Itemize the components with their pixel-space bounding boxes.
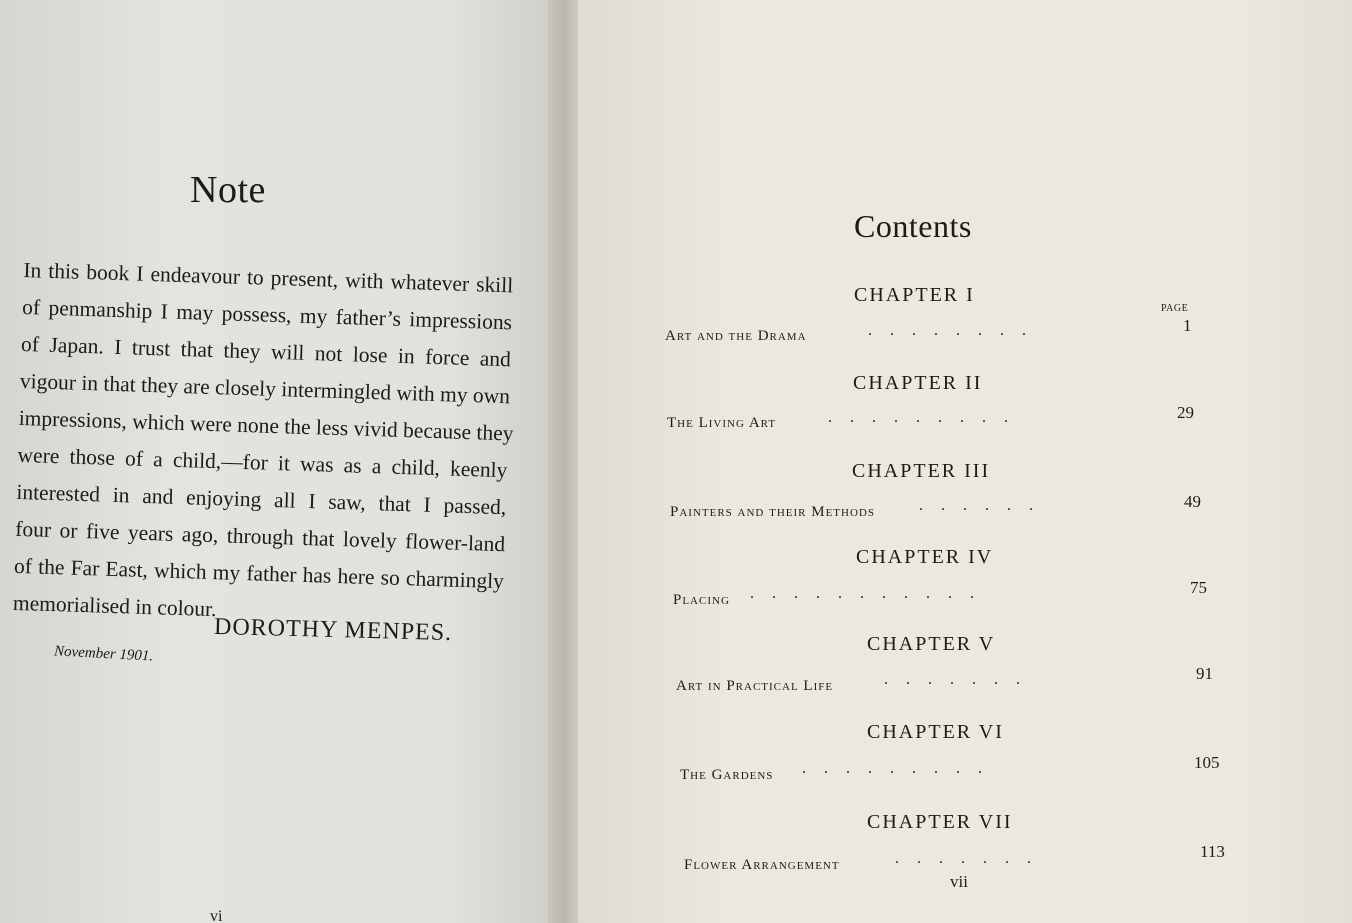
- leader-dots: . . . . . . . . . . .: [750, 585, 974, 602]
- note-body: [12, 252, 513, 637]
- chapter-page: 1: [1183, 316, 1192, 335]
- chapter-title: Flower Arrangement: [684, 857, 840, 873]
- chapter-page: 91: [1196, 664, 1213, 683]
- page-number-right: vii: [950, 872, 968, 891]
- chapter-page: 29: [1177, 403, 1194, 422]
- chapter-heading: CHAPTER V: [867, 633, 996, 655]
- leader-dots: . . . . . . . . .: [802, 760, 982, 777]
- page-column-label: PAGE: [1161, 303, 1189, 314]
- note-line: In this book I endeavour to present, with whatever skill: [23, 257, 514, 298]
- leader-dots: . . . . . . . .: [868, 322, 1026, 339]
- chapter-title: Art and the Drama: [665, 328, 807, 344]
- contents-title: Contents: [854, 208, 972, 244]
- chapter-title: Painters and their Methods: [670, 504, 875, 520]
- note-line: impressions, which were none the less vivid because they: [18, 405, 514, 446]
- chapter-heading: CHAPTER IV: [856, 546, 994, 568]
- note-line: four or five years ago, through that lovely flower-land: [14, 516, 506, 557]
- chapter-heading: CHAPTER III: [852, 460, 991, 482]
- note-line: vigour in that they are closely intermingled with my own: [19, 368, 511, 409]
- chapter-heading: CHAPTER VII: [867, 811, 1013, 833]
- note-line: interested in and enjoying all I saw, that I passed,: [16, 479, 507, 520]
- chapter-page: 49: [1184, 492, 1201, 511]
- leader-dots: . . . . . . . . .: [828, 409, 1008, 426]
- chapter-page: 75: [1190, 578, 1207, 597]
- page-number-left: vi: [210, 908, 223, 923]
- chapter-title: Art in Practical Life: [676, 678, 834, 694]
- chapter-title: The Gardens: [680, 767, 774, 783]
- note-line: memorialised in colour.: [12, 590, 217, 622]
- chapter-heading: CHAPTER II: [853, 372, 983, 394]
- chapter-heading: CHAPTER I: [854, 284, 975, 306]
- leader-dots: . . . . . .: [919, 497, 1033, 514]
- leader-dots: . . . . . . .: [895, 850, 1031, 867]
- chapter-page: 105: [1194, 753, 1220, 772]
- chapter-heading: CHAPTER VI: [867, 721, 1004, 743]
- note-title: Note: [190, 169, 266, 211]
- signature: DOROTHY MENPES.: [213, 613, 453, 647]
- left-page: [0, 0, 560, 923]
- chapter-title: The Living Art: [667, 415, 777, 431]
- note-line: were those of a child,—for it was as a child, keenly: [17, 442, 508, 483]
- leader-dots: . . . . . . .: [884, 671, 1020, 688]
- chapter-title: Placing: [673, 592, 730, 608]
- chapter-page: 113: [1200, 842, 1225, 861]
- note-line: of penmanship I may possess, my father’s impressions: [21, 294, 513, 335]
- note-date: November 1901.: [53, 643, 154, 665]
- note-line: of the Far East, which my father has here so charmingly: [13, 553, 505, 594]
- note-line: of Japan. I trust that they will not lose in force and: [20, 331, 512, 372]
